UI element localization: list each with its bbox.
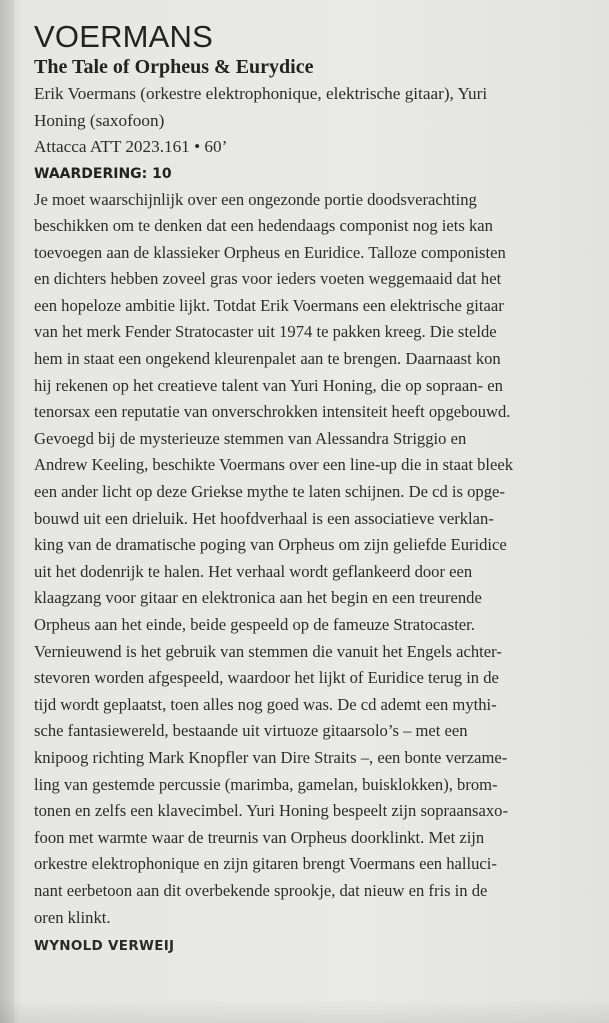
body-line: een hopeloze ambitie lijkt. Totdat Erik Voermans een elektrische gitaar — [34, 295, 504, 315]
review-author: WYNOLD VERWEIJ — [34, 938, 175, 955]
body-line: Andrew Keeling, beschikte Voermans over een line-up die in staat bleek — [34, 455, 514, 475]
body-line: een ander licht op deze Griekse mythe te laten schijnen. De cd is opge- — [34, 482, 505, 502]
credits-line: Honing (saxofoon) — [34, 110, 165, 130]
page-spine-shadow — [0, 0, 14, 1023]
body-line: foon met warmte waar de treurnis van Orpheus doorklinkt. Met zijn — [34, 827, 485, 847]
body-line: hij rekenen op het creatieve talent van Yuri Honing, die op sopraan- en — [34, 375, 503, 395]
body-line: Gevoegd bij de mysterieuze stemmen van Alessandra Striggio en — [34, 428, 467, 448]
body-line: toevoegen aan de klassieker Orpheus en Euridice. Talloze componisten — [34, 242, 506, 262]
body-line: tijd wordt geplaatst, toen alles nog goed was. De cd ademt een mythi- — [34, 694, 497, 714]
label-catalog: Attacca ATT 2023.161 • 60’ — [34, 137, 228, 156]
body-line: uit het dodenrijk te halen. Het verhaal wordt geflankeerd door een — [34, 561, 473, 581]
body-line: knipoog richting Mark Knopfler van Dire Straits –, een bonte verzame- — [34, 747, 508, 767]
album-title: The Tale of Orpheus & Eurydice — [34, 56, 314, 78]
body-line: hem in staat een ongekend kleurenpalet aan te brengen. Daarnaast kon — [34, 349, 501, 369]
review-article — [34, 20, 594, 959]
body-line: Je moet waarschijnlijk over een ongezonde portie doodsverachting — [34, 189, 477, 209]
page-bottom-shadow — [0, 999, 609, 1023]
body-line: nant eerbetoon aan dit overbekende sprookje, dat nieuw en fris in de — [34, 880, 488, 900]
body-line: van het merk Fender Stratocaster uit 1974 te pakken kreeg. Die stelde — [34, 322, 497, 342]
body-line: king van de dramatische poging van Orpheus om zijn geliefde Euridice — [34, 535, 507, 555]
body-line: klaagzang voor gitaar en elektronica aan het begin en een treurende — [34, 588, 482, 608]
body-line: oren klinkt. — [34, 907, 111, 927]
body-line: ling van gestemde percussie (marimba, gamelan, buisklokken), brom- — [34, 774, 498, 794]
body-line: stevoren worden afgespeeld, waardoor het lijkt of Euridice terug in de — [34, 668, 499, 688]
body-line: orkestre elektrophonique en zijn gitaren brengt Voermans een halluci- — [34, 854, 497, 874]
body-line: beschikken om te denken dat een hedendaags componist nog iets kan — [34, 216, 493, 236]
credits — [34, 81, 594, 134]
body-line: tenorsax een reputatie van onverschrokken intensiteit heeft opgebouwd. — [34, 402, 511, 422]
body-line: Orpheus aan het einde, beide gespeeld op de fameuze Stratocaster. — [34, 615, 475, 634]
body-line: tonen en zelfs een klavecimbel. Yuri Honing bespeelt zijn sopraansaxo- — [34, 801, 508, 821]
body-line: bouwd uit een drieluik. Het hoofdverhaal is een associatieve verklan- — [34, 508, 494, 528]
rating: WAARDERING: 10 — [34, 165, 172, 182]
credits-line: Erik Voermans (orkestre elektrophonique, elektrische gitaar), Yuri — [34, 84, 488, 103]
body-line: en dichters hebben zoveel gras voor ieders voeten weggemaaid dat het — [34, 269, 502, 289]
body-line: sche fantasiewereld, bestaande uit virtuoze gitaarsolo’s – met een — [34, 721, 468, 741]
artist-name: VOERMANS — [34, 19, 214, 54]
review-body — [34, 187, 594, 932]
body-line: Vernieuwend is het gebruik van stemmen die vanuit het Engels achter- — [34, 641, 502, 661]
